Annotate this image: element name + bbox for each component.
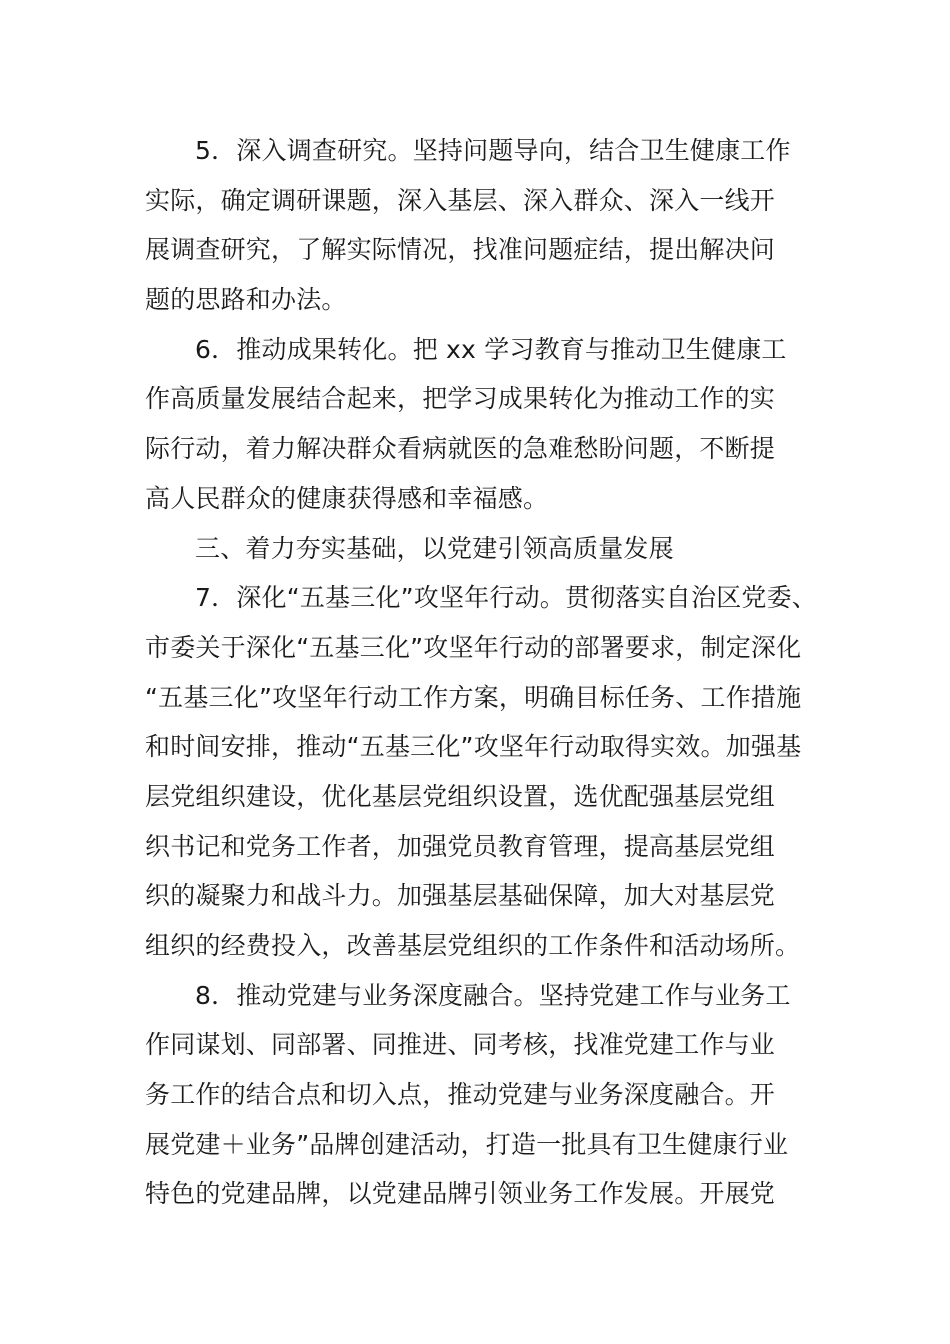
paragraph-6-line-4: 高人民群众的健康获得感和幸福感。 [145, 483, 549, 513]
paragraph-6-line-2: 作高质量发展结合起来，把学习成果转化为推动工作的实 [145, 384, 776, 414]
paragraph-7-line-8: 组织的经费投入，改善基层党组织的工作条件和活动场所。 [145, 931, 801, 960]
paragraph-7-line-6: 织书记和党务工作者，加强党员教育管理，提高基层党组 [145, 831, 776, 861]
paragraph-8-line-2: 作同谋划、同部署、同推进、同考核，找准党建工作与业 [145, 1030, 776, 1060]
paragraph-8-line-4: 展党建＋业务”品牌创建活动，打造一批具有卫生健康行业 [145, 1129, 789, 1159]
paragraph-7-line-5: 层党组织建设，优化基层党组织设置，选优配强基层党组 [145, 781, 776, 811]
paragraph-6-line-1: 6．推动成果转化。把 xx 学习教育与推动卫生健康工 [195, 334, 787, 364]
paragraph-6-line-3: 际行动，着力解决群众看病就医的急难愁盼问题，不断提 [145, 434, 776, 464]
paragraph-7-line-4: 和时间安排，推动“五基三化”攻坚年行动取得实效。加强基 [145, 732, 802, 762]
paragraph-5-line-1: 5．深入调查研究。坚持问题导向，结合卫生健康工作 [195, 136, 791, 165]
section-heading-3: 三、着力夯实基础，以党建引领高质量发展 [195, 533, 674, 563]
paragraph-7-line-2: 市委关于深化“五基三化”攻坚年行动的部署要求，制定深化 [145, 632, 802, 662]
paragraph-5-line-4: 题的思路和办法。 [145, 285, 347, 315]
document-body [145, 126, 818, 1219]
paragraph-5-line-3: 展调查研究，了解实际情况，找准问题症结，提出解决问 [145, 235, 776, 265]
paragraph-7-line-3: “五基三化”攻坚年行动工作方案，明确目标任务、工作措施 [145, 682, 802, 712]
paragraph-8-line-5: 特色的党建品牌，以党建品牌引领业务工作发展。开展党 [145, 1179, 776, 1209]
paragraph-8-line-1: 8．推动党建与业务深度融合。坚持党建工作与业务工 [195, 980, 791, 1010]
paragraph-8-line-3: 务工作的结合点和切入点，推动党建与业务深度融合。开 [145, 1080, 776, 1110]
paragraph-5-line-2: 实际，确定调研课题，深入基层、深入群众、深入一线开 [145, 185, 776, 215]
paragraph-7-line-7: 织的凝聚力和战斗力。加强基层基础保障，加大对基层党 [145, 881, 776, 911]
paragraph-7-line-1: 7．深化“五基三化”攻坚年行动。贯彻落实自治区党委、 [195, 583, 818, 613]
